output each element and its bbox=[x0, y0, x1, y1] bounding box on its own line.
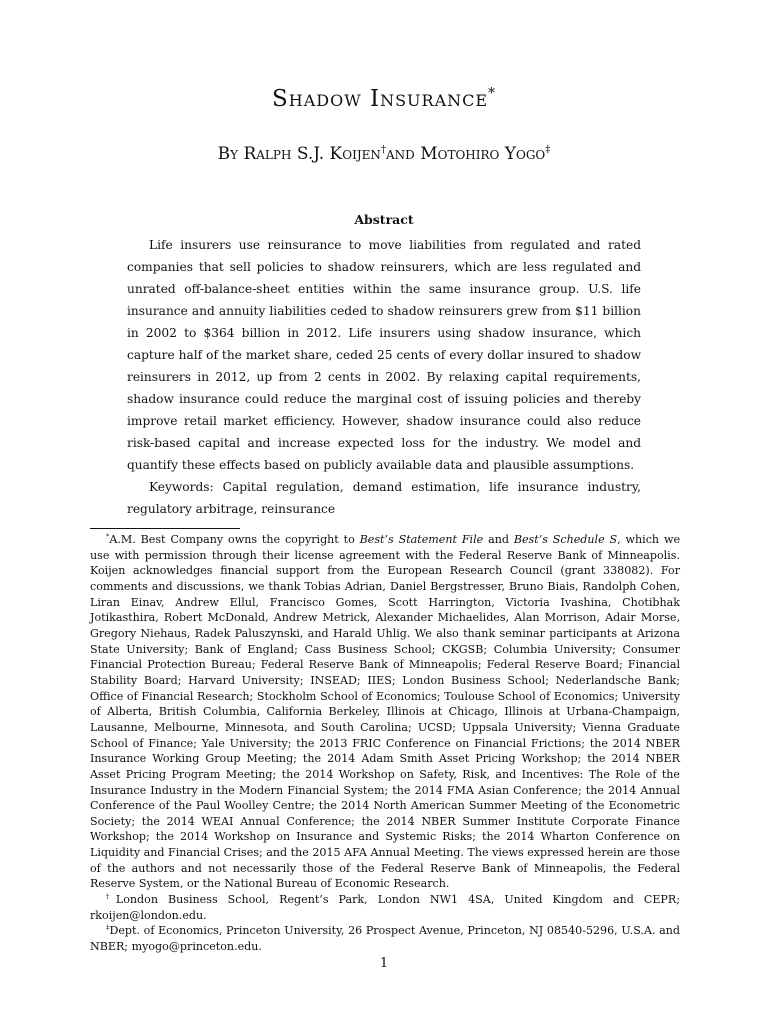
footnote-1-text-c: , which we use with permission through their license agreement with the Federal Reserve Bank of Minneapolis. Koijen acknowledges financial support from the European Research Council (grant 338082). For comments and discussions, we thank Tobias Adrian, Daniel Bergstresser, Bruno Biais, Randolph Cohen, Liran Einav, Andrew Ellul, Francisco Gomes, Scott Harrington, Victoria Ivashina, Chotibhak Jotikasthira, Robert McDonald, Andrew Metrick, Alexander Michaelides, Alan Morrison, Adair Morse, Gregory Niehaus, Radek Paluszynski, and Harald Uhlig. We also thank seminar participants at Arizona State University; Bank of England; Cass Business School; CKGSB; Columbia University; Consumer Financial Protection Bureau; Federal Reserve Bank of Minneapolis; Federal Reserve Board; Financial Stability Board; Harvard University; INSEAD; IIES; London Business School; Nederlandsche Bank; Office of Financial Research; Stockholm School of Economics; Toulouse School of Economics; University of Alberta, British Columbia, California Berkeley, Illinois at Chicago, Illinois at Urbana-Champaign, Lausanne, Melbourne, Minnesota, and South Carolina; UCSD; Uppsala University; Vienna Graduate School of Finance; Yale University; the 2013 FRIC Conference on Financial Frictions; the 2014 NBER Insurance Working Group Meeting; the 2014 Adam Smith Asset Pricing Workshop; the 2014 NBER Asset Pricing Program Meeting; the 2014 Workshop on Safety, Risk, and Incentives: The Role of the Insurance Industry in the Modern Financial System; the 2014 FMA Asian Conference; the 2014 Annual Conference of the Paul Woolley Centre; the 2014 North American Summer Meeting of the Econometric Society; the 2014 WEAI Annual Conference; the 2014 NBER Summer Institute Corporate Finance Workshop; the 2014 Workshop on Insurance and Systemic Risks; the 2014 Wharton Conference on Liquidity and Financial Crises; and the 2015 AFA Annual Meeting. The views expressed herein are those of the authors and not necessarily those of the Federal Reserve Bank of Minneapolis, the Federal Reserve System, or the National Bureau of Economic Research. bbox=[90, 533, 681, 891]
paper-title bbox=[0, 86, 768, 112]
keywords: Keywords: Capital regulation, demand estimation, life insurance industry, regulatory arbitrage, reinsurance bbox=[127, 480, 641, 516]
authors-prefix: By bbox=[217, 144, 239, 164]
author-line bbox=[0, 144, 768, 164]
abstract-body: Life insurers use reinsurance to move liabilities from regulated and rated companies that sell policies to shadow reinsurers, which are less regulated and unrated off-balance-sheet entities within the same insurance group. U.S. life insurance and annuity liabilities ceded to shadow reinsurers grew from $11 billion in 2002 to $364 billion in 2012. Life insurers using shadow insurance, which capture half of the market share, ceded 25 cents of every dollar insured to shadow reinsurers in 2012, up from 2 cents in 2002. By relaxing capital requirements, shadow insurance could reduce the marginal cost of issuing policies and thereby improve retail market efficiency. However, shadow insurance could also reduce risk-based capital and increase expected loss for the industry. We model and quantify these effects based on publicly available data and plausible assumptions. bbox=[127, 238, 641, 472]
footnote-2 bbox=[90, 892, 680, 923]
abstract-section bbox=[127, 234, 641, 520]
footnote-rule bbox=[90, 528, 240, 529]
title-footnote-mark: * bbox=[488, 85, 496, 102]
footnote-2-mark: † bbox=[106, 892, 116, 901]
title-text: Shadow Insurance bbox=[272, 86, 489, 112]
page-number: 1 bbox=[379, 956, 389, 971]
footnote-3 bbox=[90, 923, 680, 954]
author1-footnote-mark: † bbox=[380, 144, 387, 156]
footnote-1-italic-schedule-s: Best’s Schedule S bbox=[513, 533, 618, 546]
author-yogo: Motohiro Yogo bbox=[420, 144, 546, 164]
footnote-1 bbox=[90, 532, 680, 892]
footnote-3-text: Dept. of Economics, Princeton University, 26 Prospect Avenue, Princeton, NJ 08540-5296, U.S.A. and NBER; myogo@princeton.edu. bbox=[90, 924, 680, 954]
footnote-1-mark: * bbox=[106, 532, 110, 541]
footnote-2-text: London Business School, Regent’s Park, London NW1 4SA, United Kingdom and CEPR; rkoijen@london.edu. bbox=[90, 893, 680, 922]
abstract-heading: Abstract bbox=[354, 212, 414, 227]
author-koijen: Ralph S.J. Koijen bbox=[243, 144, 381, 164]
authors-conjunction: and bbox=[386, 144, 415, 164]
footnote-1-text-a: A.M. Best Company owns the copyright to bbox=[109, 533, 360, 546]
author2-footnote-mark: ‡ bbox=[545, 144, 551, 156]
footnote-3-mark: ‡ bbox=[106, 923, 110, 932]
footnote-1-text-b: and bbox=[483, 533, 514, 546]
footnote-1-italic-statement-file: Best’s Statement File bbox=[359, 533, 484, 546]
footnotes bbox=[90, 532, 680, 955]
